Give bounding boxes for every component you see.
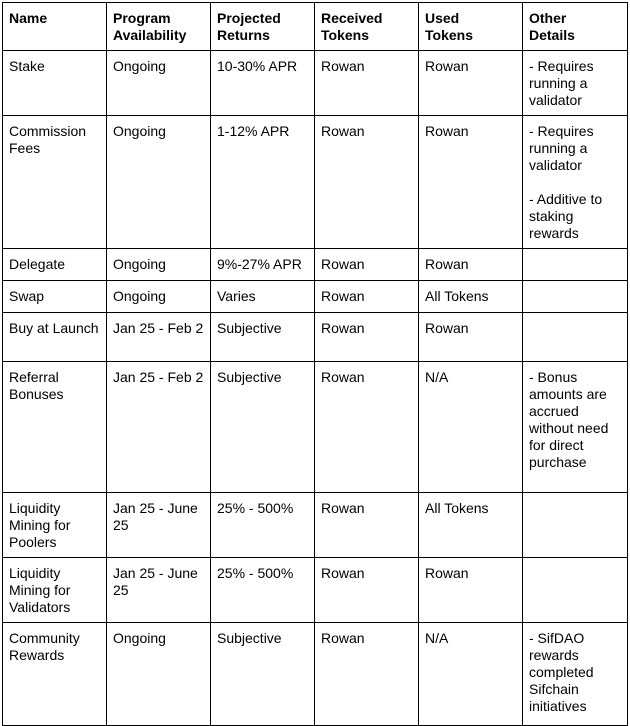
cell-program-availability: Ongoing: [107, 116, 211, 249]
header-used-tokens: Used Tokens: [419, 3, 523, 51]
cell-program-availability: Ongoing: [107, 51, 211, 116]
header-row: [3, 3, 628, 51]
header-projected-returns: Projected Returns: [211, 3, 315, 51]
cell-received-tokens: Rowan: [315, 493, 419, 558]
cell-used-tokens: All Tokens: [419, 281, 523, 313]
cell-received-tokens: Rowan: [315, 313, 419, 362]
cell-used-tokens: Rowan: [419, 313, 523, 362]
cell-program-availability: Jan 25 - June 25: [107, 493, 211, 558]
cell-projected-returns: 9%-27% APR: [211, 249, 315, 281]
table-row: [3, 249, 628, 281]
cell-used-tokens: Rowan: [419, 51, 523, 116]
header-other-details: Other Details: [523, 3, 628, 51]
table-row: [3, 558, 628, 623]
cell-projected-returns: 25% - 500%: [211, 558, 315, 623]
cell-received-tokens: Rowan: [315, 51, 419, 116]
header-name: Name: [3, 3, 107, 51]
table-row: [3, 362, 628, 493]
cell-other-details: [523, 281, 628, 313]
cell-received-tokens: Rowan: [315, 558, 419, 623]
cell-received-tokens: Rowan: [315, 281, 419, 313]
cell-program-availability: Ongoing: [107, 249, 211, 281]
cell-name: Commission Fees: [3, 116, 107, 249]
cell-program-availability: Ongoing: [107, 623, 211, 726]
cell-name: Community Rewards: [3, 623, 107, 726]
cell-name: Delegate: [3, 249, 107, 281]
cell-projected-returns: 25% - 500%: [211, 493, 315, 558]
cell-other-details: - SifDAO rewards completed Sifchain initiatives: [523, 623, 628, 726]
cell-projected-returns: 10-30% APR: [211, 51, 315, 116]
cell-name: Liquidity Mining for Poolers: [3, 493, 107, 558]
cell-used-tokens: N/A: [419, 362, 523, 493]
cell-received-tokens: Rowan: [315, 362, 419, 493]
cell-received-tokens: Rowan: [315, 249, 419, 281]
table-body: [3, 51, 628, 726]
cell-used-tokens: All Tokens: [419, 493, 523, 558]
cell-name: Referral Bonuses: [3, 362, 107, 493]
table-row: [3, 623, 628, 726]
cell-other-details: [523, 493, 628, 558]
cell-other-details: - Requires running a validator - Additive to staking rewards: [523, 116, 628, 249]
cell-name: Stake: [3, 51, 107, 116]
cell-name: Swap: [3, 281, 107, 313]
cell-projected-returns: Subjective: [211, 362, 315, 493]
cell-program-availability: Jan 25 - Feb 2: [107, 362, 211, 493]
cell-used-tokens: Rowan: [419, 558, 523, 623]
cell-projected-returns: Subjective: [211, 623, 315, 726]
header-received-tokens: Received Tokens: [315, 3, 419, 51]
table-row: [3, 281, 628, 313]
rewards-table: [2, 2, 628, 726]
cell-other-details: [523, 313, 628, 362]
cell-other-details: [523, 249, 628, 281]
cell-name: Buy at Launch: [3, 313, 107, 362]
cell-used-tokens: Rowan: [419, 249, 523, 281]
table-row: [3, 313, 628, 362]
table-row: [3, 493, 628, 558]
cell-other-details: - Requires running a validator: [523, 51, 628, 116]
table-row: [3, 51, 628, 116]
table-row: [3, 116, 628, 249]
cell-received-tokens: Rowan: [315, 623, 419, 726]
cell-projected-returns: Subjective: [211, 313, 315, 362]
cell-name: Liquidity Mining for Validators: [3, 558, 107, 623]
cell-projected-returns: 1-12% APR: [211, 116, 315, 249]
cell-used-tokens: N/A: [419, 623, 523, 726]
cell-other-details: - Bonus amounts are accrued without need for direct purchase: [523, 362, 628, 493]
cell-used-tokens: Rowan: [419, 116, 523, 249]
cell-program-availability: Jan 25 - June 25: [107, 558, 211, 623]
cell-received-tokens: Rowan: [315, 116, 419, 249]
cell-projected-returns: Varies: [211, 281, 315, 313]
cell-program-availability: Ongoing: [107, 281, 211, 313]
header-program-availability: Program Availability: [107, 3, 211, 51]
cell-program-availability: Jan 25 - Feb 2: [107, 313, 211, 362]
cell-other-details: [523, 558, 628, 623]
